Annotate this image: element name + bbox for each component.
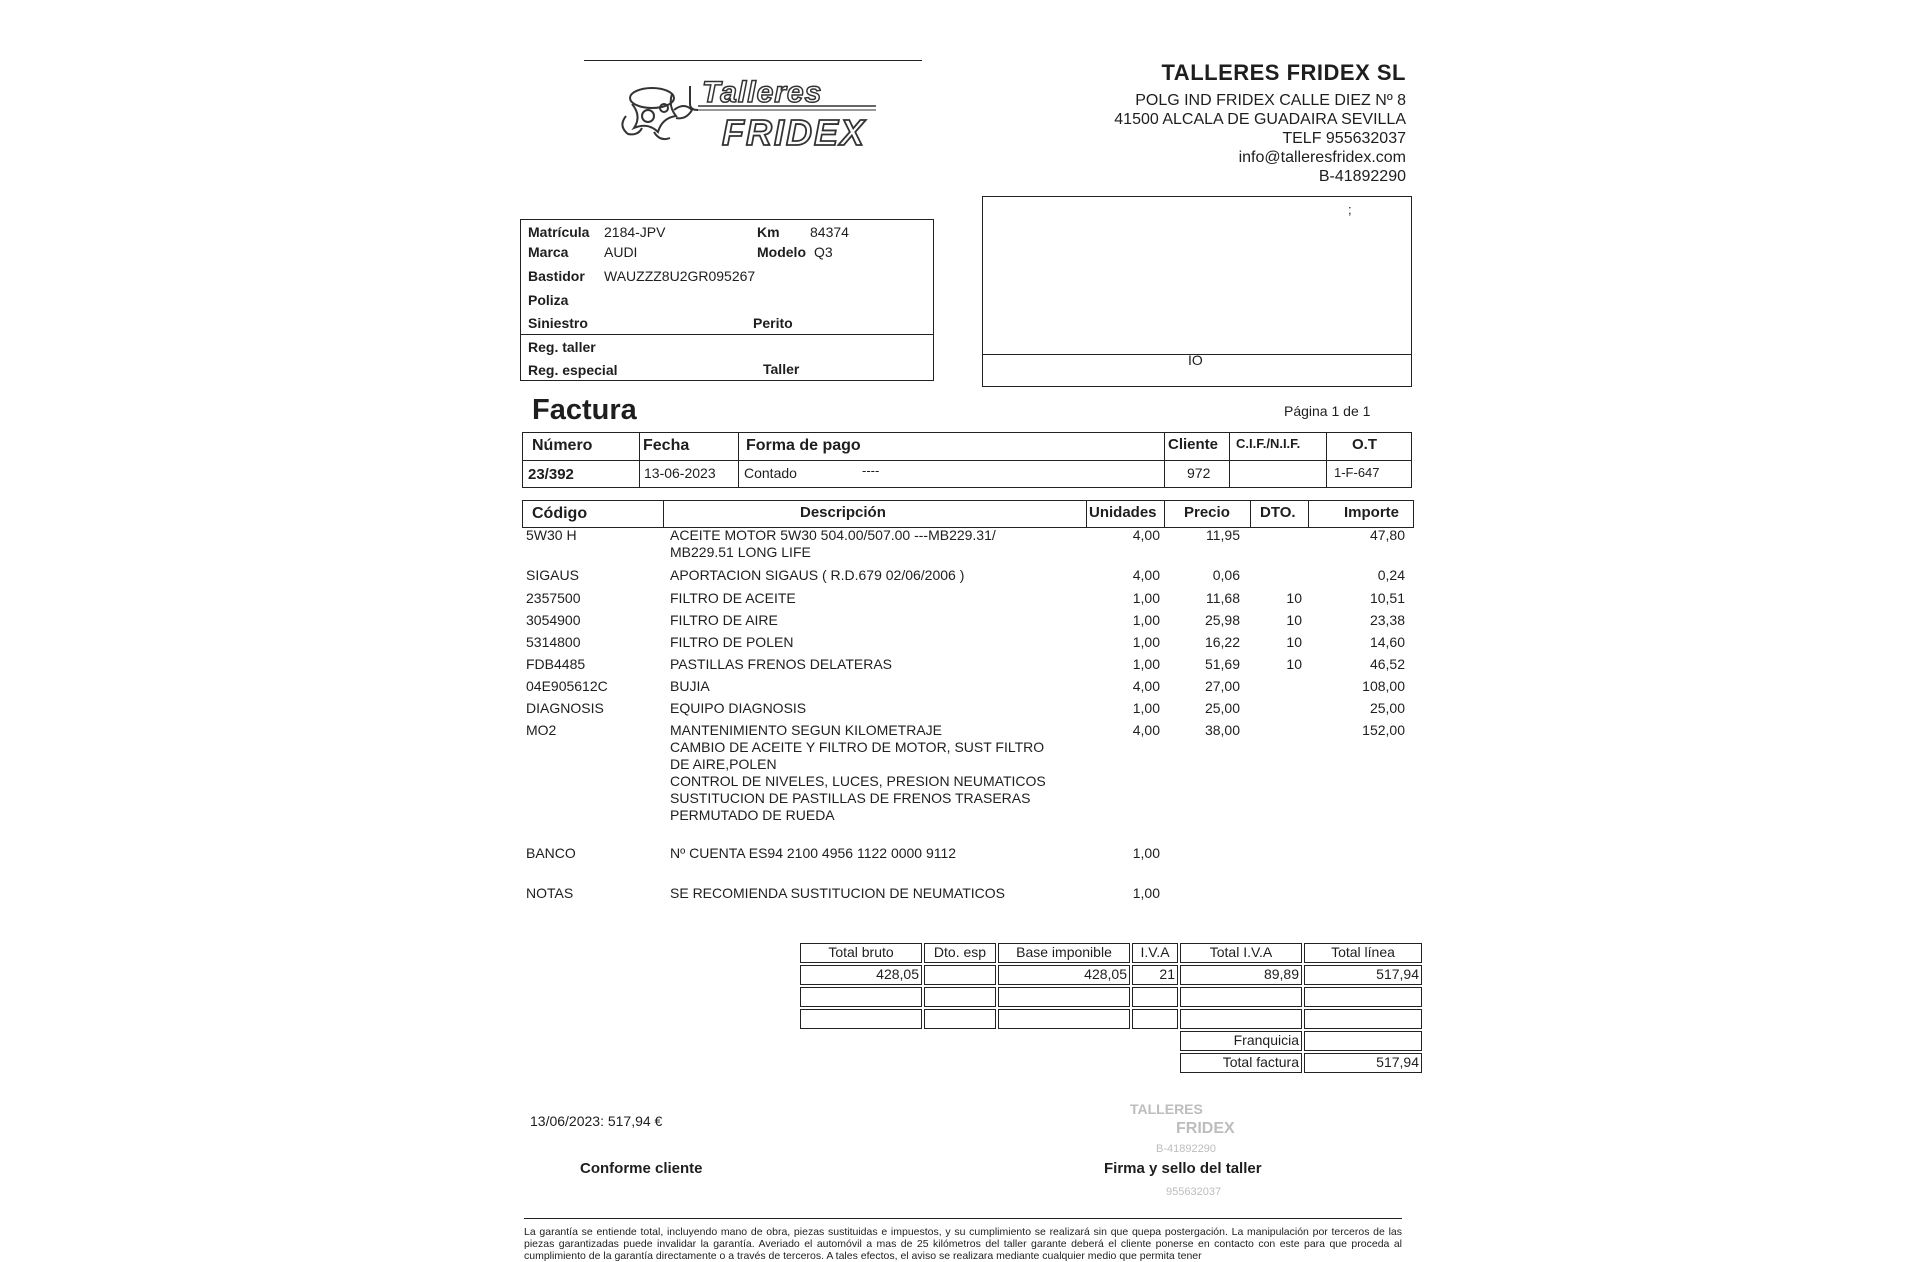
line-precio: 25,00 <box>1204 700 1240 716</box>
line-descripcion: DE AIRE,POLEN <box>670 756 777 772</box>
totals-header-total-iva: Total I.V.A <box>1180 943 1302 963</box>
line-codigo: BANCO <box>526 845 576 861</box>
invoice-header-divider <box>522 460 1412 461</box>
col-codigo: Código <box>532 505 588 522</box>
reg-taller-label: Reg. taller <box>528 339 596 355</box>
col-dto: DTO. <box>1260 504 1296 521</box>
line-descripcion: APORTACION SIGAUS ( R.D.679 02/06/2006 ) <box>670 567 965 583</box>
company-logo <box>614 76 894 156</box>
line-unidades: 4,00 <box>1132 722 1160 738</box>
line-codigo: 2357500 <box>526 590 581 606</box>
stamp-line-3: B-41892290 <box>1156 1143 1216 1155</box>
col-sep <box>1250 500 1251 528</box>
totals-header-total-linea: Total línea <box>1304 943 1422 963</box>
line-importe: 23,38 <box>1369 612 1405 628</box>
totals-header-bruto: Total bruto <box>800 943 922 963</box>
line-unidades: 1,00 <box>1132 656 1160 672</box>
line-unidades: 1,00 <box>1132 612 1160 628</box>
line-unidades: 1,00 <box>1132 700 1160 716</box>
iva-value: 21 <box>1132 965 1178 985</box>
payment-method-extra: ---- <box>862 463 880 478</box>
line-unidades: 1,00 <box>1132 885 1160 901</box>
client-number: 972 <box>1187 465 1211 481</box>
col-sep <box>663 500 664 528</box>
line-precio: 11,95 <box>1206 527 1240 543</box>
company-name: TALLERES FRIDEX SL <box>1161 60 1406 85</box>
line-dto: 10 <box>1286 656 1302 672</box>
line-precio: 16,22 <box>1204 634 1240 650</box>
km-value: 84374 <box>810 224 849 240</box>
col-descripcion: Descripción <box>800 504 886 521</box>
line-precio: 27,00 <box>1204 678 1240 694</box>
line-dto: 10 <box>1286 634 1302 650</box>
line-dto: 10 <box>1286 590 1302 606</box>
total-factura-value: 517,94 <box>1304 1053 1422 1073</box>
line-descripcion: SUSTITUCION DE PASTILLAS DE FRENOS TRASERAS <box>670 790 1031 806</box>
col-unidades: Unidades <box>1089 504 1157 521</box>
legal-text: La garantía se entiende total, incluyendo mano de obra, piezas sustituidas e impuestos, y su cumplimiento se realizará sin que quepa postergación. La manipulación por terceros de las piezas garantizadas puede invalidar la garantía. Averiado el automóvil a mas de 25 kilómetros del taller garante deberá el cliente ponerse en contacto con este para que proceda al cumplimiento de la garantía directamente o a través de terceros. A tales efectos, el aviso se realizara mediante cualquier medio que permita tener <box>524 1226 1402 1262</box>
totals-empty-cell <box>998 1009 1130 1029</box>
poliza-label: Poliza <box>528 292 569 308</box>
stamp-line-1: TALLERES <box>1130 1101 1203 1117</box>
line-importe: 47,80 <box>1369 527 1405 543</box>
totals-empty-cell <box>1304 987 1422 1007</box>
totals-empty-cell <box>924 1009 996 1029</box>
dto-esp-value <box>924 965 996 985</box>
work-order: 1-F-647 <box>1334 465 1380 480</box>
col-sep <box>738 432 739 488</box>
invoice-date: 13-06-2023 <box>644 465 716 481</box>
franquicia-label: Franquicia <box>1180 1031 1302 1051</box>
line-importe: 25,00 <box>1369 700 1405 716</box>
invoice-number: 23/392 <box>528 466 574 483</box>
line-unidades: 4,00 <box>1132 567 1160 583</box>
reg-especial-label: Reg. especial <box>528 362 618 378</box>
line-precio: 0,06 <box>1212 567 1240 583</box>
km-label: Km <box>757 224 780 240</box>
col-sep <box>1164 432 1165 488</box>
col-sep <box>1308 500 1309 528</box>
footer-rule <box>524 1218 1402 1219</box>
totals-empty-cell <box>1132 987 1178 1007</box>
line-dto: 10 <box>1286 612 1302 628</box>
line-descripcion: PERMUTADO DE RUEDA <box>670 807 835 823</box>
line-importe: 108,00 <box>1362 678 1405 694</box>
client-box-mark: ; <box>1348 202 1352 217</box>
line-descripcion: EQUIPO DIAGNOSIS <box>670 700 807 716</box>
vehicle-box-divider <box>520 334 934 335</box>
line-descripcion: CONTROL DE NIVELES, LUCES, PRESION NEUMATICOS <box>670 773 1046 789</box>
modelo-value: Q3 <box>814 244 833 260</box>
col-precio: Precio <box>1184 504 1230 521</box>
line-codigo: 5314800 <box>526 634 581 650</box>
line-unidades: 1,00 <box>1132 634 1160 650</box>
totals-empty-cell <box>924 987 996 1007</box>
line-precio: 25,98 <box>1204 612 1240 628</box>
col-sep <box>1229 432 1230 488</box>
stamp-line-2: FRIDEX <box>1176 1120 1235 1137</box>
line-codigo: 3054900 <box>526 612 581 628</box>
col-sep <box>1164 500 1165 528</box>
top-rule <box>584 60 922 61</box>
line-descripcion: ACEITE MOTOR 5W30 504.00/507.00 ---MB229.31/ <box>670 527 996 543</box>
line-precio: 51,69 <box>1204 656 1240 672</box>
line-descripcion: MANTENIMIENTO SEGUN KILOMETRAJE <box>670 722 942 738</box>
line-importe: 14,60 <box>1369 634 1405 650</box>
company-cif: B-41892290 <box>1318 168 1406 185</box>
logo-text-talleres: Talleres <box>702 76 823 109</box>
base-imponible-value: 428,05 <box>998 965 1130 985</box>
company-address-1: POLG IND FRIDEX CALLE DIEZ Nº 8 <box>1135 92 1406 109</box>
stamp-line-4: 955632037 <box>1166 1186 1222 1198</box>
marca-label: Marca <box>528 244 569 260</box>
company-email: info@talleresfridex.com <box>1238 149 1406 166</box>
line-unidades: 4,00 <box>1132 678 1160 694</box>
modelo-label: Modelo <box>757 244 806 260</box>
col-importe: Importe <box>1344 504 1400 521</box>
header-ot: O.T <box>1352 436 1377 453</box>
line-codigo: NOTAS <box>526 885 574 901</box>
line-codigo: SIGAUS <box>526 567 579 583</box>
line-descripcion: PASTILLAS FRENOS DELATERAS <box>670 656 892 672</box>
totals-empty-cell <box>1180 987 1302 1007</box>
payment-record: 13/06/2023: 517,94 € <box>530 1113 663 1129</box>
totals-empty-cell <box>1304 1009 1422 1029</box>
line-codigo: 04E905612C <box>526 678 608 694</box>
line-descripcion: CAMBIO DE ACEITE Y FILTRO DE MOTOR, SUST FILTRO <box>670 739 1045 755</box>
line-descripcion: MB229.51 LONG LIFE <box>670 544 811 560</box>
line-descripcion: FILTRO DE POLEN <box>670 634 794 650</box>
line-descripcion: FILTRO DE ACEITE <box>670 590 796 606</box>
line-codigo: 5W30 H <box>526 527 577 543</box>
firma-taller: Firma y sello del taller <box>1104 1160 1262 1177</box>
franquicia-value <box>1304 1031 1422 1051</box>
line-importe: 10,51 <box>1369 590 1405 606</box>
line-precio: 38,00 <box>1204 722 1240 738</box>
company-phone: TELF 955632037 <box>1282 130 1406 147</box>
line-unidades: 1,00 <box>1132 845 1160 861</box>
matricula-value: 2184-JPV <box>604 224 666 240</box>
header-forma-pago: Forma de pago <box>746 437 861 454</box>
bastidor-label: Bastidor <box>528 268 585 284</box>
line-importe: 46,52 <box>1369 656 1405 672</box>
marca-value: AUDI <box>604 244 638 260</box>
line-codigo: FDB4485 <box>526 656 586 672</box>
company-address-2: 41500 ALCALA DE GUADAIRA SEVILLA <box>1114 111 1406 128</box>
client-box-text: IO <box>1188 352 1203 368</box>
totals-header-dto-esp: Dto. esp <box>924 943 996 963</box>
header-fecha: Fecha <box>643 437 690 454</box>
header-numero: Número <box>532 437 593 454</box>
siniestro-label: Siniestro <box>528 315 588 331</box>
conforme-cliente: Conforme cliente <box>580 1160 703 1177</box>
line-codigo: DIAGNOSIS <box>526 700 604 716</box>
line-descripcion: FILTRO DE AIRE <box>670 612 778 628</box>
total-iva-value: 89,89 <box>1180 965 1302 985</box>
line-descripcion: BUJIA <box>670 678 710 694</box>
vehicle-info-box <box>520 219 934 381</box>
total-bruto-value: 428,05 <box>800 965 922 985</box>
totals-empty-cell <box>998 987 1130 1007</box>
payment-method: Contado <box>744 465 797 481</box>
taller-label: Taller <box>763 361 800 377</box>
matricula-label: Matrícula <box>528 224 590 240</box>
totals-empty-cell <box>800 1009 922 1029</box>
line-unidades: 1,00 <box>1132 590 1160 606</box>
totals-empty-cell <box>1180 1009 1302 1029</box>
bastidor-value: WAUZZZ8U2GR095267 <box>604 268 756 284</box>
total-factura-label: Total factura <box>1180 1053 1302 1073</box>
logo-text-fridex: FRIDEX <box>722 112 867 153</box>
line-descripcion: SE RECOMIENDA SUSTITUCION DE NEUMATICOS <box>670 885 1005 901</box>
col-sep <box>639 432 640 488</box>
invoice-title: Factura <box>532 394 637 426</box>
line-importe: 0,24 <box>1377 567 1405 583</box>
col-sep <box>1086 500 1087 528</box>
perito-label: Perito <box>753 315 793 331</box>
totals-empty-cell <box>800 987 922 1007</box>
totals-empty-cell <box>1132 1009 1178 1029</box>
line-codigo: MO2 <box>526 722 557 738</box>
totals-header-iva: I.V.A <box>1132 943 1178 963</box>
line-importe: 152,00 <box>1362 722 1405 738</box>
line-unidades: 4,00 <box>1132 527 1160 543</box>
page-indicator: Página 1 de 1 <box>1284 403 1371 419</box>
header-cliente: Cliente <box>1168 436 1219 453</box>
total-linea-value: 517,94 <box>1304 965 1422 985</box>
header-cif: C.I.F./N.I.F. <box>1236 436 1301 451</box>
totals-header-base: Base imponible <box>998 943 1130 963</box>
line-descripcion: Nº CUENTA ES94 2100 4956 1122 0000 9112 <box>670 845 957 861</box>
col-sep <box>1326 432 1327 488</box>
line-precio: 11,68 <box>1206 590 1240 606</box>
